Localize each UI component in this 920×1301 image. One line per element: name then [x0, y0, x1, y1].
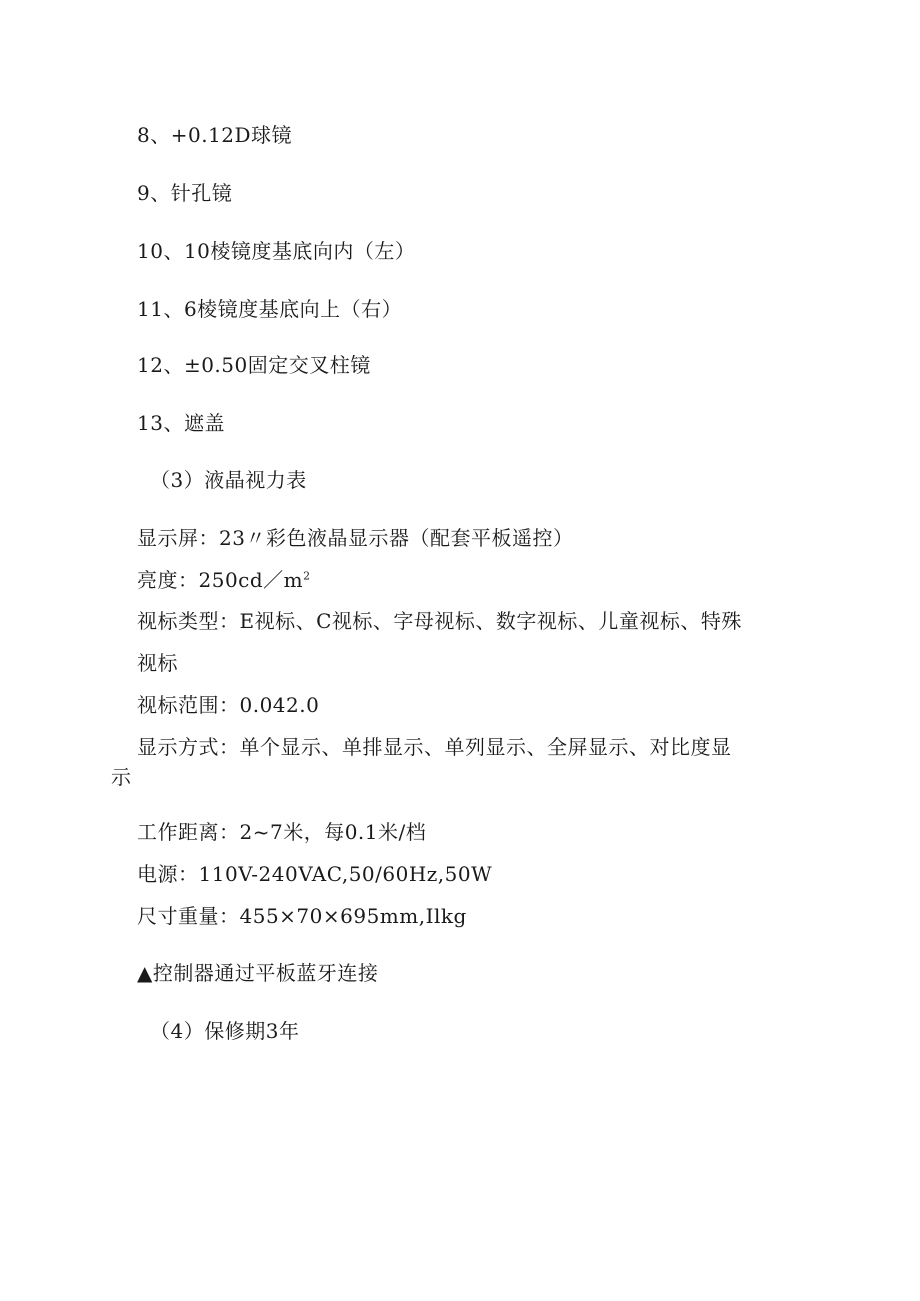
- spec-brightness: [137, 567, 311, 593]
- list-item-8: 8、+0.12D球镜: [137, 123, 293, 147]
- spec-optotype-types-line1: 视标类型：E视标、C视标、字母视标、数字视标、儿童视标、特殊: [137, 609, 742, 633]
- spec-brightness-text: 亮度：250cd／m: [137, 568, 304, 592]
- list-item-10: 10、10棱镜度基底向内（左）: [137, 239, 416, 263]
- section-heading-lcd-chart: （3）液晶视力表: [150, 468, 307, 492]
- spec-display: 显示屏：23〃彩色液晶显示器（配套平板遥控）: [137, 526, 574, 550]
- note-bluetooth-controller: ▲控制器通过平板蓝牙连接: [137, 961, 379, 985]
- section-heading-warranty: （4）保修期3年: [150, 1019, 300, 1043]
- spec-optotype-types-line2: 视标: [137, 651, 178, 675]
- spec-display-mode-line2: 示: [111, 765, 132, 789]
- list-item-12: 12、±0.50固定交叉柱镜: [137, 353, 371, 377]
- spec-size-weight: 尺寸重量：455×70×695mm,Ilkg: [137, 904, 467, 928]
- spec-working-distance: 工作距离：2~7米，每0.1米/档: [137, 820, 427, 844]
- list-item-9: 9、针孔镜: [137, 181, 233, 205]
- list-item-13: 13、遮盖: [137, 411, 225, 435]
- spec-brightness-superscript: 2: [303, 569, 311, 583]
- spec-display-mode-line1: 显示方式：单个显示、单排显示、单列显示、全屏显示、对比度显: [137, 735, 732, 759]
- spec-optotype-range: 视标范围：0.042.0: [137, 693, 320, 717]
- spec-power: 电源：110V-240VAC,50/60Hz,50W: [137, 862, 493, 886]
- list-item-11: 11、6棱镜度基底向上（右）: [137, 297, 403, 321]
